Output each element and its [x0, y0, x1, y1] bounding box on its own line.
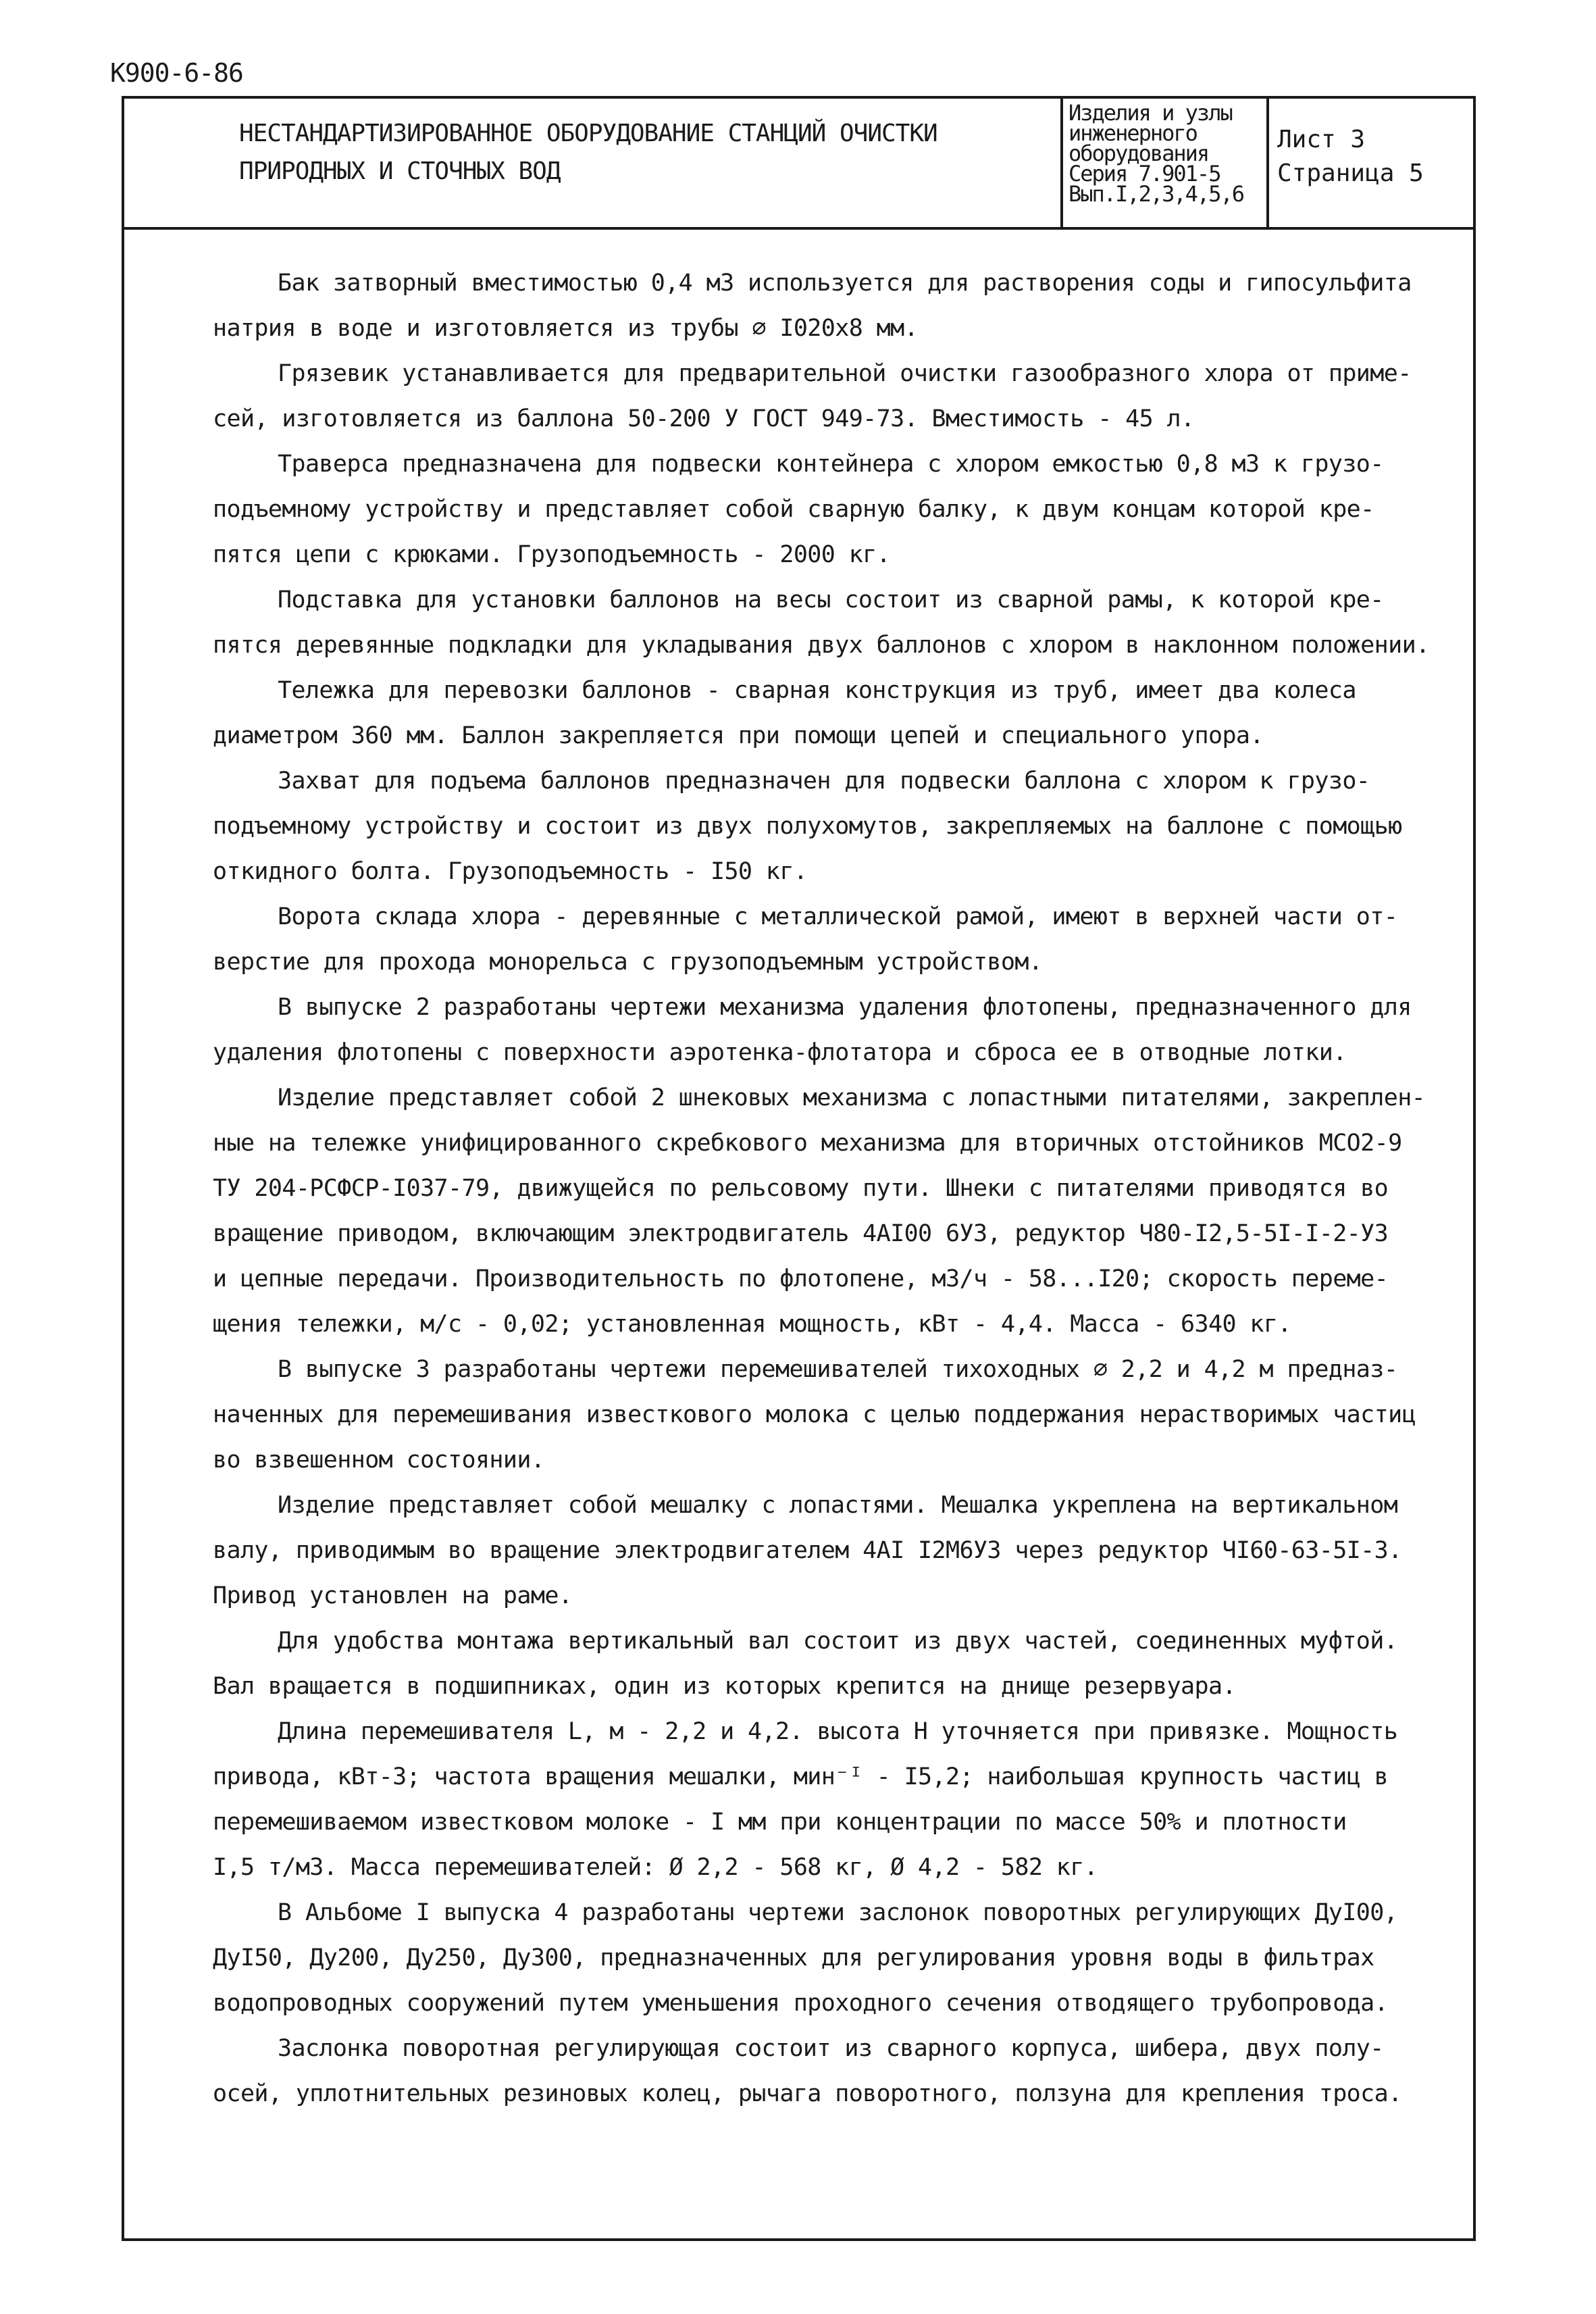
text-line: откидного болта. Грузоподъемность - I50 кг. — [213, 858, 808, 885]
text-line: верстие для прохода монорельса с грузоподъемным устройством. — [213, 949, 1043, 976]
text-line: диаметром 360 мм. Баллон закрепляется при помощи цепей и специального упора. — [213, 722, 1264, 749]
text-line: I,5 т/м3. Масса перемешивателей: Ø 2,2 - 568 кг, Ø 4,2 - 582 кг. — [213, 1854, 1098, 1881]
text-line: удаления флотопены с поверхности аэротенка-флотатора и сброса ее в отводные лотки. — [213, 1039, 1347, 1066]
text-line: Траверса предназначена для подвески контейнера с хлором емкостью 0,8 м3 к грузо- — [278, 451, 1384, 478]
text-line: натрия в воде и изготовляется из трубы ∅ I020x8 мм. — [213, 315, 919, 342]
text-line: Длина перемешивателя L, м - 2,2 и 4,2. высота Н уточняется при привязке. Мощность — [278, 1718, 1398, 1745]
sheet-info — [1269, 99, 1473, 251]
paragraph — [213, 985, 1456, 1076]
series-line: оборудования — [1069, 141, 1209, 166]
series-info — [1063, 99, 1269, 227]
paragraph — [213, 895, 1456, 985]
text-line: Грязевик устанавливается для предварительной очистки газообразного хлора от приме- — [278, 360, 1412, 387]
text-line: Вал вращается в подшипниках, один из которых крепится на днище резервуара. — [213, 1673, 1236, 1700]
text-line: ДуI50, Ду200, Ду250, Ду300, предназначенных для регулирования уровня воды в фильтрах — [213, 1944, 1374, 1971]
text-line: пятся деревянные подкладки для укладывания двух баллонов с хлором в наклонном положении. — [213, 632, 1430, 659]
text-line: пятся цепи с крюками. Грузоподъемность - 2000 кг. — [213, 541, 891, 568]
text-line: водопроводных сооружений путем уменьшения проходного сечения отводящего трубопровода. — [213, 1990, 1389, 2017]
series-line: Вып.I,2,3,4,5,6 — [1069, 181, 1243, 207]
text-line: подъемному устройству и представляет собой сварную балку, к двум концам которой кре- — [213, 496, 1374, 523]
title-line: ПРИРОДНЫХ И СТОЧНЫХ ВОД — [239, 157, 561, 185]
paragraph — [213, 1619, 1456, 1709]
text-line: осей, уплотнительных резиновых колец, рычага поворотного, ползуна для крепления троса. — [213, 2080, 1402, 2107]
text-line: во взвешенном состоянии. — [213, 1447, 545, 1474]
paragraph — [213, 759, 1456, 895]
paragraph — [213, 578, 1456, 668]
paragraph — [213, 442, 1456, 578]
text-line: валу, приводимым во вращение электродвигателем 4АI I2М6У3 через редуктор ЧI60-63-5I-3. — [213, 1537, 1402, 1564]
paragraph — [213, 261, 1456, 351]
paragraph — [213, 668, 1456, 759]
text-line: Для удобства монтажа вертикальный вал состоит из двух частей, соединенных муфтой. — [278, 1628, 1398, 1655]
body-text — [213, 261, 1456, 2117]
text-line: ТУ 204-РСФСР-I037-79, движущейся по рельсовому пути. Шнеки с питателями приводятся во — [213, 1175, 1389, 1202]
text-line: В выпуске 3 разработаны чертежи перемешивателей тихоходных ∅ 2,2 и 4,2 м предназ- — [278, 1356, 1398, 1383]
text-line: и цепные передачи. Производительность по флотопене, м3/ч - 58...I20; скорость переме- — [213, 1265, 1389, 1292]
paragraph — [213, 2026, 1456, 2117]
text-line: наченных для перемешивания известкового молока с целью поддержания нерастворимых частиц — [213, 1401, 1416, 1428]
text-line: Тележка для перевозки баллонов - сварная конструкция из труб, имеет два колеса — [278, 677, 1356, 704]
paragraph — [213, 1483, 1456, 1619]
text-line: Ворота склада хлора - деревянные с металлической рамой, имеют в верхней части от- — [278, 903, 1398, 930]
text-line: Заслонка поворотная регулирующая состоит из сварного корпуса, шибера, двух полу- — [278, 2035, 1384, 2062]
document-title — [124, 99, 1063, 227]
title-block — [124, 99, 1473, 230]
paragraph — [213, 1347, 1456, 1483]
text-line: вращение приводом, включающим электродвигатель 4АI00 6У3, редуктор Ч80-I2,5-5I-I-2-У3 — [213, 1220, 1389, 1247]
sheet-number: Лист 3 — [1277, 126, 1366, 153]
text-line: Изделие представляет собой 2 шнековых механизма с лопастными питателями, закреплен- — [278, 1084, 1426, 1111]
title-line: НЕСТАНДАРТИЗИРОВАННОЕ ОБОРУДОВАНИЕ СТАНЦИЙ ОЧИСТКИ — [239, 120, 937, 147]
text-line: щения тележки, м/с - 0,02; установленная мощность, кВт - 4,4. Масса - 6340 кг. — [213, 1311, 1291, 1338]
text-line: Захват для подъема баллонов предназначен для подвески баллона с хлором к грузо- — [278, 768, 1370, 795]
text-line: привода, кВт-3; частота вращения мешалки, мин⁻ᴵ - I5,2; наибольшая крупность частиц в — [213, 1763, 1389, 1790]
page-number: Страница 5 — [1277, 159, 1424, 187]
text-line: В выпуске 2 разработаны чертежи механизма удаления флотопены, предназначенного для — [278, 994, 1412, 1021]
series-line: Серия 7.901-5 — [1069, 161, 1220, 186]
paragraph — [213, 351, 1456, 442]
text-line: подъемному устройству и состоит из двух полухомутов, закрепляемых на баллоне с помощью — [213, 813, 1402, 840]
document-code: К900-6-86 — [110, 58, 243, 88]
paragraph — [213, 1076, 1456, 1347]
text-line: Бак затворный вместимостью 0,4 м3 используется для растворения соды и гипосульфита — [278, 270, 1412, 297]
text-line: Привод установлен на раме. — [213, 1582, 573, 1609]
text-line: Изделие представляет собой мешалку с лопастями. Мешалка укреплена на вертикальном — [278, 1492, 1398, 1519]
text-line: Подставка для установки баллонов на весы состоит из сварной рамы, к которой кре- — [278, 586, 1384, 613]
paragraph — [213, 1890, 1456, 2026]
series-line: инженерного — [1069, 120, 1197, 146]
text-line: перемешиваемом известковом молоке - I мм при концентрации по массе 50% и плотности — [213, 1809, 1347, 1836]
text-line: ные на тележке унифицированного скребкового механизма для вторичных отстойников МСО2-9 — [213, 1130, 1402, 1157]
text-line: В Альбоме I выпуска 4 разработаны чертежи заслонок поворотных регулирующих ДуI00, — [278, 1899, 1398, 1926]
text-line: сей, изготовляется из баллона 50-200 У ГОСТ 949-73. Вместимость - 45 л. — [213, 405, 1195, 432]
paragraph — [213, 1709, 1456, 1890]
series-line: Изделия и узлы — [1069, 100, 1232, 126]
